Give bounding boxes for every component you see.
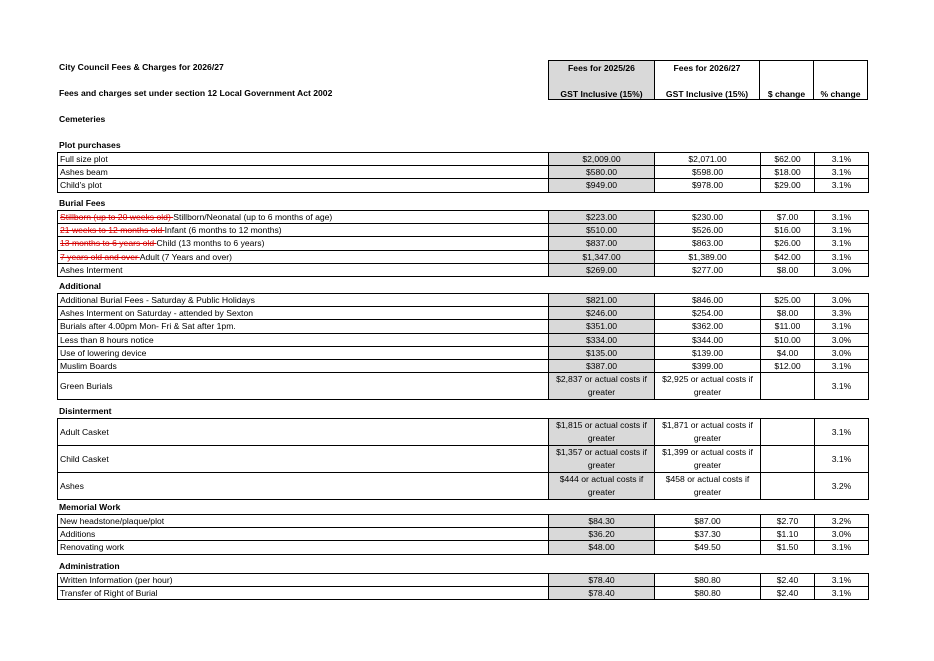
- percent-change: 3.1%: [815, 224, 869, 237]
- fee-2026: $87.00: [655, 515, 761, 528]
- row-description: Ashes beam: [58, 166, 549, 179]
- row-description: Transfer of Right of Burial: [58, 587, 549, 600]
- row-description: Less than 8 hours notice: [58, 333, 549, 346]
- fee-2026: $139.00: [655, 346, 761, 359]
- percent-change: 3.2%: [815, 515, 869, 528]
- dollar-change: [761, 419, 815, 446]
- column-header-2025-top: Fees for 2025/26: [568, 63, 635, 73]
- dollar-change: $16.00: [761, 224, 815, 237]
- struck-old-description: 21 weeks to 12 months old: [60, 225, 165, 236]
- row-description: [58, 224, 549, 237]
- additional-table: [57, 293, 869, 400]
- column-header-dollar-change: [759, 60, 814, 100]
- table-row: [58, 419, 869, 446]
- dollar-change: $29.00: [761, 179, 815, 192]
- fee-2025: $246.00: [549, 307, 655, 320]
- table-row: [58, 250, 869, 263]
- fee-2025: $949.00: [549, 179, 655, 192]
- table-row: [58, 346, 869, 359]
- fee-2026: $362.00: [655, 320, 761, 333]
- row-description: Muslim Boards: [58, 360, 549, 373]
- dollar-change: $1.10: [761, 528, 815, 541]
- fee-2025: $2,837 or actual costs if greater: [549, 373, 655, 400]
- fee-2025: $78.40: [549, 574, 655, 587]
- section-title-plot-purchases: Plot purchases: [59, 140, 121, 150]
- fee-2025: $2,009.00: [549, 153, 655, 166]
- fee-2025: $48.00: [549, 541, 655, 554]
- disinterment-table: [57, 418, 869, 500]
- dollar-change: $7.00: [761, 211, 815, 224]
- row-description: Written Information (per hour): [58, 574, 549, 587]
- column-header-2026-top: Fees for 2026/27: [673, 63, 741, 73]
- fee-2026: $399.00: [655, 360, 761, 373]
- document-title: City Council Fees & Charges for 2026/27: [59, 62, 224, 72]
- section-cemeteries: Cemeteries: [59, 114, 106, 124]
- column-header-2026-bottom: GST Inclusive (15%): [665, 89, 749, 99]
- dollar-change: $1.50: [761, 541, 815, 554]
- table-row: [58, 307, 869, 320]
- fee-2025: $36.20: [549, 528, 655, 541]
- fee-2025: $837.00: [549, 237, 655, 250]
- percent-change: 3.1%: [815, 574, 869, 587]
- percent-change: 3.3%: [815, 307, 869, 320]
- dollar-change: [761, 473, 815, 500]
- column-header-dollar-label: $ change: [767, 89, 806, 99]
- row-description: Additions: [58, 528, 549, 541]
- fee-2025: $444 or actual costs if greater: [549, 473, 655, 500]
- fee-2026: $1,389.00: [655, 250, 761, 263]
- new-description: Stillborn/Neonatal (up to 6 months of age): [173, 212, 333, 222]
- table-row: [58, 333, 869, 346]
- percent-change: 3.0%: [815, 333, 869, 346]
- fee-2026: $978.00: [655, 179, 761, 192]
- row-description: Burials after 4.00pm Mon- Fri & Sat after 1pm.: [58, 320, 549, 333]
- section-title-disinterment: Disinterment: [59, 406, 112, 416]
- fee-2026: $2,071.00: [655, 153, 761, 166]
- fee-2025: $510.00: [549, 224, 655, 237]
- fee-2026: $598.00: [655, 166, 761, 179]
- fee-2026: $1,399 or actual costs if greater: [655, 446, 761, 473]
- section-title-burial-fees: Burial Fees: [59, 198, 106, 208]
- new-description: Infant (6 months to 12 months): [164, 225, 282, 236]
- percent-change: 3.2%: [815, 473, 869, 500]
- row-description: Ashes Interment on Saturday - attended by Sexton: [58, 307, 549, 320]
- column-header-percent-label: % change: [820, 89, 861, 99]
- fee-2025: $1,815 or actual costs if greater: [549, 419, 655, 446]
- percent-change: 3.1%: [815, 541, 869, 554]
- dollar-change: [761, 446, 815, 473]
- table-row: [58, 587, 869, 600]
- dollar-change: $62.00: [761, 153, 815, 166]
- table-row: [58, 263, 869, 276]
- fee-2025: $1,347.00: [549, 250, 655, 263]
- table-row: [58, 224, 869, 237]
- table-row: [58, 320, 869, 333]
- administration-table: [57, 573, 869, 600]
- table-row: [58, 360, 869, 373]
- dollar-change: $12.00: [761, 360, 815, 373]
- section-title-additional: Additional: [59, 281, 102, 291]
- percent-change: 3.1%: [815, 237, 869, 250]
- table-row: [58, 515, 869, 528]
- fee-2026: $2,925 or actual costs if greater: [655, 373, 761, 400]
- dollar-change: $2.40: [761, 574, 815, 587]
- percent-change: 3.1%: [815, 250, 869, 263]
- fee-2026: $863.00: [655, 237, 761, 250]
- dollar-change: $18.00: [761, 166, 815, 179]
- table-row: [58, 237, 869, 250]
- row-description: [58, 237, 549, 250]
- dollar-change: $26.00: [761, 237, 815, 250]
- struck-old-description: Stillborn (up to 20 weeks old): [60, 212, 174, 222]
- percent-change: 3.1%: [815, 587, 869, 600]
- column-header-2026: [654, 60, 760, 100]
- fee-2025: $334.00: [549, 333, 655, 346]
- fee-2026: $344.00: [655, 333, 761, 346]
- table-row: [58, 473, 869, 500]
- percent-change: 3.1%: [815, 360, 869, 373]
- row-description: Renovating work: [58, 541, 549, 554]
- fee-2026: $230.00: [655, 211, 761, 224]
- percent-change: 3.1%: [815, 320, 869, 333]
- fee-2025: $223.00: [549, 211, 655, 224]
- fee-2026: $49.50: [655, 541, 761, 554]
- new-description: Child (13 months to 6 years): [156, 238, 265, 249]
- fee-2025: $580.00: [549, 166, 655, 179]
- fee-2025: $78.40: [549, 587, 655, 600]
- fee-2025: $387.00: [549, 360, 655, 373]
- struck-old-description: 7 years old and over: [60, 251, 140, 262]
- row-description: [58, 211, 549, 224]
- dollar-change: $42.00: [761, 250, 815, 263]
- table-row: [58, 166, 869, 179]
- column-header-2025-bottom: GST Inclusive (15%): [560, 89, 643, 99]
- table-row: [58, 294, 869, 307]
- percent-change: 3.1%: [815, 153, 869, 166]
- dollar-change: $2.40: [761, 587, 815, 600]
- row-description: New headstone/plaque/plot: [58, 515, 549, 528]
- fee-2026: $80.80: [655, 587, 761, 600]
- dollar-change: [761, 373, 815, 400]
- fee-2025: $135.00: [549, 346, 655, 359]
- fee-2025: $269.00: [549, 263, 655, 276]
- burial-fees-table: [57, 210, 869, 277]
- percent-change: 3.0%: [815, 294, 869, 307]
- row-description: Ashes Interment: [58, 263, 549, 276]
- row-description: Use of lowering device: [58, 346, 549, 359]
- percent-change: 3.0%: [815, 528, 869, 541]
- percent-change: 3.0%: [815, 346, 869, 359]
- percent-change: 3.1%: [815, 211, 869, 224]
- fee-2025: $1,357 or actual costs if greater: [549, 446, 655, 473]
- section-title-administration: Administration: [59, 561, 120, 571]
- dollar-change: $2.70: [761, 515, 815, 528]
- fee-2025: $84.30: [549, 515, 655, 528]
- percent-change: 3.1%: [815, 373, 869, 400]
- table-row: [58, 211, 869, 224]
- row-description: Full size plot: [58, 153, 549, 166]
- fee-2026: $1,871 or actual costs if greater: [655, 419, 761, 446]
- row-description: Child Casket: [58, 446, 549, 473]
- fee-2026: $80.80: [655, 574, 761, 587]
- table-row: [58, 179, 869, 192]
- row-description: Green Burials: [58, 373, 549, 400]
- table-row: [58, 574, 869, 587]
- percent-change: 3.1%: [815, 166, 869, 179]
- percent-change: 3.1%: [815, 446, 869, 473]
- table-row: [58, 153, 869, 166]
- document-subtitle: Fees and charges set under section 12 Local Government Act 2002: [59, 88, 333, 98]
- fee-2026: $254.00: [655, 307, 761, 320]
- table-row: [58, 541, 869, 554]
- fee-2026: $846.00: [655, 294, 761, 307]
- percent-change: 3.1%: [815, 179, 869, 192]
- dollar-change: $8.00: [761, 263, 815, 276]
- column-header-2025: [548, 60, 655, 100]
- row-description: Child's plot: [58, 179, 549, 192]
- table-row: [58, 446, 869, 473]
- percent-change: 3.0%: [815, 263, 869, 276]
- new-description: Adult (7 Years and over): [139, 251, 232, 262]
- fee-2026: $277.00: [655, 263, 761, 276]
- row-description: Adult Casket: [58, 419, 549, 446]
- dollar-change: $4.00: [761, 346, 815, 359]
- fee-2025: $821.00: [549, 294, 655, 307]
- percent-change: 3.1%: [815, 419, 869, 446]
- memorial-work-table: [57, 514, 869, 555]
- dollar-change: $8.00: [761, 307, 815, 320]
- dollar-change: $25.00: [761, 294, 815, 307]
- row-description: [58, 250, 549, 263]
- dollar-change: $11.00: [761, 320, 815, 333]
- dollar-change: $10.00: [761, 333, 815, 346]
- fee-2026: $458 or actual costs if greater: [655, 473, 761, 500]
- fee-2025: $351.00: [549, 320, 655, 333]
- section-title-memorial-work: Memorial Work: [59, 502, 121, 512]
- fee-2026: $37.30: [655, 528, 761, 541]
- row-description: Additional Burial Fees - Saturday & Public Holidays: [58, 294, 549, 307]
- column-header-percent-change: [813, 60, 868, 100]
- plot-purchases-table: [57, 152, 869, 193]
- table-row: [58, 528, 869, 541]
- struck-old-description: 13 months to 6 years old: [60, 238, 157, 249]
- table-row: [58, 373, 869, 400]
- row-description: Ashes: [58, 473, 549, 500]
- fee-2026: $526.00: [655, 224, 761, 237]
